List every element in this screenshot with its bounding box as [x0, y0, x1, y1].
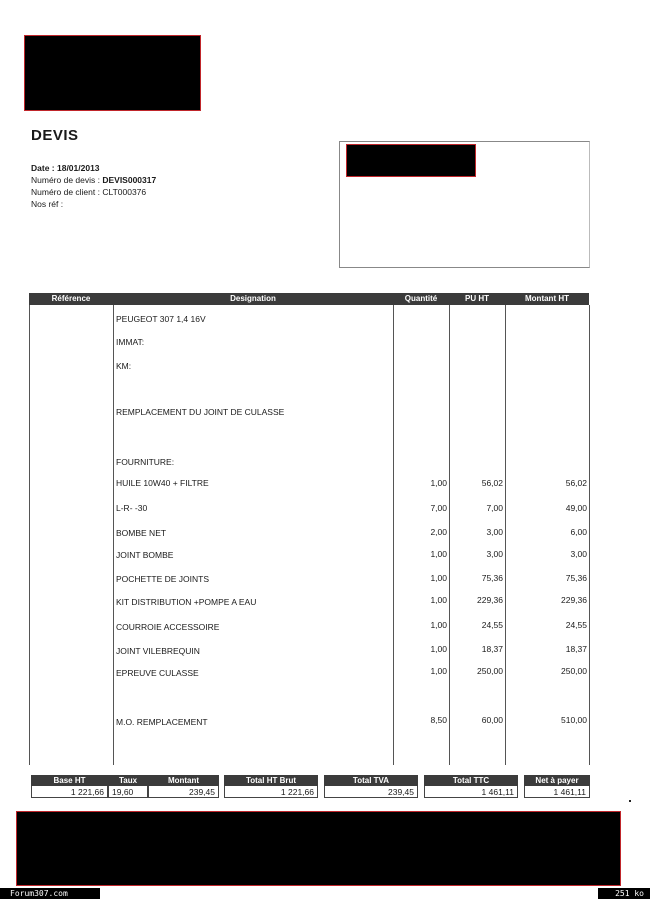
- table-row: COURROIE ACCESSOIRE: [116, 622, 220, 632]
- qty-cell: 1,00: [430, 666, 447, 676]
- scan-speck: [629, 800, 631, 802]
- table-row: HUILE 10W40 + FILTRE: [116, 478, 209, 488]
- qty-cell: 1,00: [430, 549, 447, 559]
- pu-cell: 75,36: [481, 573, 503, 583]
- table-header: [29, 293, 589, 305]
- total-tva-value: 239,45: [324, 786, 418, 798]
- pu-cell: 18,37: [481, 644, 503, 654]
- header-amount: Montant HT: [525, 294, 569, 303]
- taux-header: Taux: [108, 775, 148, 786]
- pu-cell: 3,00: [486, 549, 503, 559]
- total-ht-brut-header: Total HT Brut: [224, 775, 318, 786]
- table-row: KM:: [116, 361, 132, 371]
- pu-cell: 60,00: [481, 715, 503, 725]
- qty-cell: 1,00: [430, 573, 447, 583]
- qty-cell: 1,00: [430, 478, 447, 488]
- redacted-logo: [24, 35, 201, 111]
- header-reference: Référence: [51, 294, 91, 303]
- table-row: PEUGEOT 307 1,4 16V: [116, 314, 206, 324]
- amount-cell: 24,55: [565, 620, 587, 630]
- header-designation: Designation: [230, 294, 276, 303]
- pu-cell: 56,02: [481, 478, 503, 488]
- client-number-line: Numéro de client : CLT000376: [31, 187, 147, 197]
- date-line: Date : 18/01/2013: [31, 163, 100, 173]
- table-row: JOINT VILEBREQUIN: [116, 646, 200, 656]
- pu-cell: 3,00: [486, 527, 503, 537]
- footer-site: Forum307.com: [10, 889, 68, 898]
- table-row: BOMBE NET: [116, 528, 167, 538]
- total-ttc-value: 1 461,11: [424, 786, 518, 798]
- pu-cell: 7,00: [486, 503, 503, 513]
- col-divider-1: [113, 305, 114, 765]
- base-ht-value: 1 221,66: [31, 786, 108, 798]
- amount-cell: 56,02: [565, 478, 587, 488]
- table-row: JOINT BOMBE: [116, 550, 174, 560]
- reference-line: Nos réf :: [31, 199, 64, 209]
- net-a-payer-header: Net à payer: [524, 775, 590, 786]
- header-unit-price: PU HT: [465, 294, 489, 303]
- table-row: REMPLACEMENT DU JOINT DE CULASSE: [116, 407, 285, 417]
- redacted-footer: [16, 811, 621, 886]
- footer-size: 251 ko: [615, 889, 644, 898]
- quote-info: [31, 162, 156, 210]
- col-divider-2: [393, 305, 394, 765]
- pu-cell: 229,36: [477, 595, 503, 605]
- amount-cell: 49,00: [565, 503, 587, 513]
- col-divider-4: [505, 305, 506, 765]
- document-title: DEVIS: [31, 127, 79, 144]
- table-row: M.O. REMPLACEMENT: [116, 717, 208, 727]
- qty-cell: 2,00: [430, 527, 447, 537]
- amount-cell: 250,00: [561, 666, 587, 676]
- footer-site-bar: [0, 888, 100, 899]
- amount-cell: 18,37: [565, 644, 587, 654]
- qty-cell: 1,00: [430, 644, 447, 654]
- total-ht-brut-value: 1 221,66: [224, 786, 318, 798]
- table-row: KIT DISTRIBUTION +POMPE A EAU: [116, 597, 257, 607]
- qty-cell: 1,00: [430, 620, 447, 630]
- montant-value: 239,45: [148, 786, 219, 798]
- table-row: EPREUVE CULASSE: [116, 668, 199, 678]
- total-tva-header: Total TVA: [324, 775, 418, 786]
- col-divider-3: [449, 305, 450, 765]
- table-row: POCHETTE DE JOINTS: [116, 574, 210, 584]
- table-row: L-R- -30: [116, 503, 148, 513]
- amount-cell: 75,36: [565, 573, 587, 583]
- col-divider-left: [29, 305, 30, 765]
- montant-header: Montant: [148, 775, 219, 786]
- net-a-payer-value: 1 461,11: [524, 786, 590, 798]
- amount-cell: 6,00: [570, 527, 587, 537]
- quote-number-line: Numéro de devis : DEVIS000317: [31, 175, 157, 185]
- amount-cell: 3,00: [570, 549, 587, 559]
- table-row: IMMAT:: [116, 337, 145, 347]
- table-row: FOURNITURE:: [116, 457, 175, 467]
- amount-cell: 229,36: [561, 595, 587, 605]
- footer-size-bar: [598, 888, 650, 899]
- total-ttc-header: Total TTC: [424, 775, 518, 786]
- pu-cell: 250,00: [477, 666, 503, 676]
- redacted-client-name: [346, 144, 476, 177]
- base-ht-header: Base HT: [31, 775, 108, 786]
- taux-value: 19,60: [108, 786, 148, 798]
- col-divider-right: [589, 305, 590, 765]
- qty-cell: 1,00: [430, 595, 447, 605]
- qty-cell: 7,00: [430, 503, 447, 513]
- pu-cell: 24,55: [481, 620, 503, 630]
- amount-cell: 510,00: [561, 715, 587, 725]
- qty-cell: 8,50: [430, 715, 447, 725]
- header-quantity: Quantité: [404, 294, 438, 303]
